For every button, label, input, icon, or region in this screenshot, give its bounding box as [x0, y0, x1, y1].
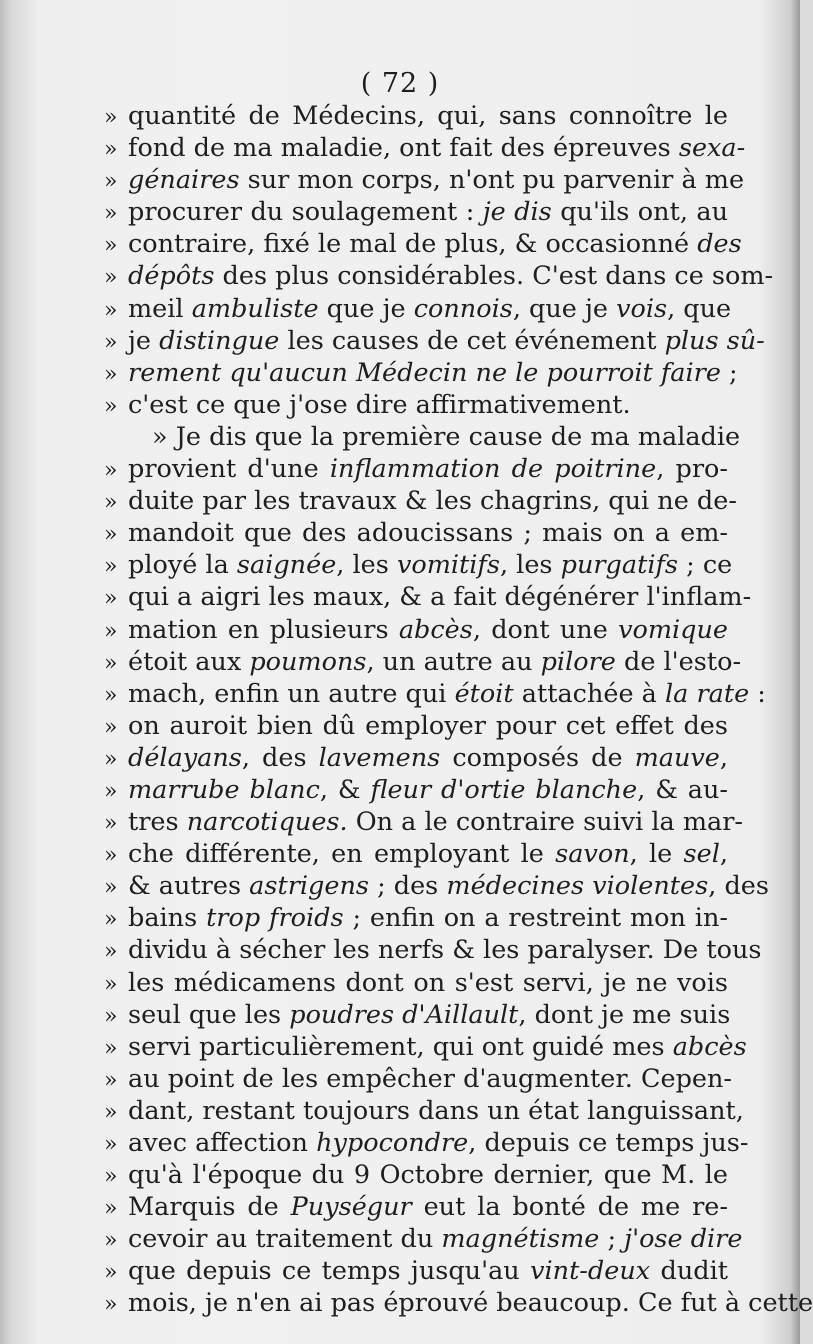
- quote-mark: »: [104, 682, 118, 708]
- line-text: [128, 1191, 728, 1223]
- text-line: [104, 614, 728, 646]
- text-segment: eut la bonté de me re-: [411, 1192, 728, 1223]
- italic-text: rement qu'aucun Médecin ne le pourroit faire: [128, 357, 721, 388]
- text-segment: , que je: [512, 293, 617, 324]
- text-segment: & autres: [128, 871, 250, 902]
- quote-mark: »: [104, 875, 118, 901]
- italic-text: inflammation de poitrine: [329, 454, 657, 485]
- line-text: [128, 999, 730, 1031]
- text-line: [104, 806, 744, 838]
- line-text: [128, 260, 773, 292]
- line-text: [128, 646, 741, 678]
- line-text: [128, 581, 751, 613]
- italic-text: magnétisme: [441, 1224, 600, 1255]
- italic-text: étoit: [454, 678, 514, 709]
- quote-mark: »: [104, 297, 118, 323]
- text-segment: dant, restant toujours dans un état languissant,: [128, 1095, 744, 1126]
- italic-text: ambuliste: [191, 293, 319, 324]
- quote-mark: »: [104, 618, 118, 644]
- text-segment: qu'ils ont, au: [551, 197, 728, 228]
- text-segment: » Je dis que la première cause de ma maladie: [152, 421, 741, 452]
- line-text: [128, 1287, 813, 1319]
- quote-mark: »: [104, 843, 118, 869]
- line-text: [128, 132, 745, 164]
- text-segment: provient d'une: [128, 454, 330, 485]
- text-line: [104, 485, 737, 517]
- text-segment: cevoir au traitement du: [128, 1224, 442, 1255]
- text-segment: dudit: [650, 1256, 728, 1287]
- line-text: [128, 421, 740, 453]
- text-segment: , les: [499, 550, 561, 581]
- line-text: [128, 678, 766, 710]
- quote-mark: »: [104, 939, 118, 965]
- text-segment: duite par les travaux & les chagrins, qui ne de-: [128, 486, 737, 517]
- text-line: [104, 453, 728, 485]
- quote-mark: »: [104, 907, 118, 933]
- italic-text: dépôts: [128, 261, 215, 292]
- text-segment: sur mon corps, n'ont pu parvenir à me: [239, 165, 745, 196]
- text-segment: que depuis ce temps jusqu'au: [128, 1256, 531, 1287]
- line-text: [128, 838, 728, 870]
- quote-mark: »: [104, 458, 118, 484]
- line-text: [128, 870, 769, 902]
- italic-text: plus sû-: [664, 325, 765, 356]
- quote-mark: »: [104, 1067, 118, 1093]
- line-text: [128, 164, 744, 196]
- quote-mark: »: [104, 1196, 118, 1222]
- text-line: [104, 646, 742, 678]
- line-text: [128, 100, 728, 132]
- italic-text: vomique: [618, 614, 728, 645]
- text-line: [104, 517, 728, 549]
- text-segment: seul que les: [128, 999, 290, 1030]
- text-line: [104, 549, 733, 581]
- quote-mark: »: [104, 811, 118, 837]
- text-segment: che différente, en employant le: [128, 839, 556, 870]
- italic-text: poumons: [249, 646, 367, 677]
- quote-mark: »: [104, 714, 118, 740]
- text-segment: ; ce: [678, 550, 733, 581]
- text-line: [104, 1127, 749, 1159]
- text-segment: , pro-: [656, 454, 728, 485]
- line-text: [128, 710, 728, 742]
- line-text: [128, 742, 728, 774]
- text-segment: procurer du soulagement :: [128, 197, 483, 228]
- quote-mark: »: [104, 137, 118, 163]
- italic-text: abcès: [672, 1031, 747, 1062]
- quote-mark: »: [104, 265, 118, 291]
- text-line: [104, 357, 738, 389]
- text-line: [104, 678, 766, 710]
- text-segment: , des: [241, 742, 319, 773]
- text-line: [104, 100, 728, 132]
- quote-mark: »: [104, 746, 118, 772]
- text-line: [104, 742, 728, 774]
- line-text: [128, 614, 728, 646]
- text-segment: ,: [719, 839, 728, 870]
- text-segment: servi particulièrement, qui ont guidé mes: [128, 1031, 673, 1062]
- text-line: [104, 1287, 813, 1319]
- text-segment: des plus considérables. C'est dans ce som-: [214, 261, 774, 292]
- text-segment: qui a aigri les maux, & a fait dégénérer l'inflam-: [128, 582, 752, 613]
- line-text: [128, 453, 728, 485]
- text-segment: ,: [719, 742, 729, 773]
- text-line: [104, 838, 728, 870]
- text-line: [104, 389, 728, 421]
- italic-text: sexa-: [678, 133, 746, 164]
- quote-mark: »: [104, 1292, 118, 1318]
- text-segment: on auroit bien dû employer pour cet effet des: [128, 710, 728, 741]
- italic-text: vomitifs: [396, 550, 500, 581]
- line-text: [128, 806, 743, 838]
- text-line: [104, 164, 745, 196]
- quote-mark: »: [104, 329, 118, 355]
- quote-mark: »: [104, 554, 118, 580]
- italic-text: je dis: [482, 197, 552, 228]
- italic-text: purgatifs: [560, 550, 679, 581]
- quote-mark: »: [104, 522, 118, 548]
- quote-mark: »: [104, 1099, 118, 1125]
- text-line: [104, 934, 762, 966]
- text-line: [104, 421, 741, 453]
- line-text: [128, 774, 728, 806]
- quote-mark: »: [104, 1003, 118, 1029]
- text-line: [104, 967, 728, 999]
- text-line: [104, 1255, 728, 1287]
- text-line: [104, 1063, 733, 1095]
- line-text: [128, 228, 742, 260]
- text-segment: , un autre au: [366, 646, 541, 677]
- text-line: [104, 774, 728, 806]
- text-line: [104, 710, 728, 742]
- italic-text: mauve: [634, 742, 720, 773]
- text-line: [104, 999, 731, 1031]
- text-segment: , les: [336, 550, 397, 581]
- quote-mark: »: [104, 105, 118, 130]
- text-segment: que je: [318, 293, 414, 324]
- text-segment: attachée à: [513, 678, 665, 709]
- text-line: [104, 260, 774, 292]
- text-segment: :: [749, 678, 766, 709]
- text-segment: meil: [128, 293, 192, 324]
- quote-mark: »: [104, 393, 118, 419]
- text-segment: au point de les empêcher d'augmenter. Cepen-: [128, 1063, 733, 1094]
- quote-mark: »: [104, 490, 118, 516]
- text-segment: On a le contraire suivi la mar-: [347, 807, 744, 838]
- italic-text: savon: [555, 839, 630, 870]
- line-text: [128, 1159, 728, 1191]
- text-segment: les médicamens dont on s'est servi, je ne vois: [128, 967, 728, 998]
- text-segment: ; enfin on a restreint mon in-: [343, 903, 729, 934]
- italic-text: médecines violentes: [446, 871, 709, 902]
- text-segment: mach, enfin un autre qui: [128, 678, 455, 709]
- text-segment: , que: [667, 293, 732, 324]
- text-line: [104, 1223, 743, 1255]
- line-text: [128, 1031, 747, 1063]
- line-text: [128, 517, 728, 549]
- text-line: [104, 1191, 728, 1223]
- text-segment: Marquis de: [128, 1192, 291, 1223]
- line-text: [128, 1127, 749, 1159]
- italic-text: fleur d'ortie blanche: [370, 774, 638, 805]
- page-number: ( 72 ): [360, 68, 440, 99]
- italic-text: vois: [616, 293, 668, 324]
- text-segment: ; des: [368, 871, 447, 902]
- text-line: [104, 902, 728, 934]
- italic-text: saignée: [236, 550, 337, 581]
- text-line: [104, 293, 732, 325]
- italic-text: lavemens: [318, 742, 441, 773]
- italic-text: narcotiques.: [186, 807, 348, 838]
- italic-text: vint-deux: [530, 1256, 651, 1287]
- italic-text: poudres d'Aillault: [289, 999, 519, 1030]
- quote-mark: »: [104, 1164, 118, 1190]
- italic-text: trop froids: [206, 903, 344, 934]
- text-segment: , depuis ce temps jus-: [468, 1128, 749, 1158]
- line-text: [128, 389, 728, 421]
- text-line: [104, 1031, 747, 1063]
- italic-text: la rate: [664, 678, 750, 709]
- text-segment: quantité de Médecins, qui, sans connoître le: [128, 101, 728, 131]
- line-text: [128, 485, 737, 517]
- line-text: [128, 1255, 728, 1287]
- quote-mark: »: [104, 1132, 118, 1157]
- text-segment: , le: [629, 839, 684, 870]
- italic-text: astrigens: [249, 871, 369, 902]
- line-text: [128, 549, 732, 581]
- text-line: [104, 1095, 744, 1127]
- line-text: [128, 1063, 732, 1095]
- line-text: [128, 1095, 744, 1127]
- line-text: [128, 902, 728, 934]
- quote-mark: »: [104, 650, 118, 676]
- text-segment: les causes de cet événement: [279, 325, 665, 356]
- italic-text: génaires: [128, 165, 240, 196]
- quote-mark: »: [104, 586, 118, 612]
- text-segment: ;: [720, 357, 738, 388]
- quote-mark: »: [104, 1260, 118, 1286]
- text-segment: , dont une: [472, 614, 619, 645]
- body-text: [104, 100, 813, 1320]
- text-segment: c'est ce que j'ose dire affirmativement.: [128, 389, 631, 420]
- italic-text: j'ose dire: [624, 1224, 743, 1255]
- text-line: [104, 1159, 728, 1191]
- text-segment: ;: [599, 1224, 625, 1255]
- quote-mark: »: [104, 201, 118, 227]
- quote-mark: »: [104, 233, 118, 259]
- line-text: [128, 357, 738, 389]
- italic-text: marrube blanc: [128, 774, 320, 805]
- text-segment: composés de: [440, 742, 635, 773]
- text-segment: mandoit que des adoucissans ; mais on a em-: [128, 518, 728, 549]
- line-text: [128, 967, 728, 999]
- italic-text: sel: [683, 839, 720, 870]
- line-text: [128, 293, 731, 325]
- quote-mark: »: [104, 1035, 118, 1061]
- line-text: [128, 325, 765, 357]
- italic-text: des: [697, 229, 742, 260]
- text-line: [104, 581, 752, 613]
- italic-text: connois: [413, 293, 513, 324]
- line-text: [128, 934, 762, 966]
- text-segment: , & au-: [637, 774, 729, 805]
- italic-text: Puységur: [290, 1192, 412, 1223]
- text-segment: dividu à sécher les nerfs & les paralyser. De tous: [128, 935, 762, 966]
- text-segment: ployé la: [128, 550, 237, 581]
- text-segment: , des: [708, 871, 769, 902]
- italic-text: hypocondre: [316, 1128, 469, 1158]
- text-segment: étoit aux: [128, 646, 250, 677]
- text-line: [104, 228, 742, 260]
- text-segment: , dont je me suis: [518, 999, 731, 1030]
- text-segment: bains: [128, 903, 207, 934]
- line-text: [128, 1223, 742, 1255]
- quote-mark: »: [104, 1228, 118, 1254]
- italic-text: distingue: [159, 325, 280, 356]
- quote-mark: »: [104, 778, 118, 804]
- text-segment: de l'esto-: [615, 646, 742, 677]
- text-line: [104, 870, 769, 902]
- italic-text: délayans: [128, 742, 242, 773]
- text-segment: qu'à l'époque du 9 Octobre dernier, que M. le: [128, 1160, 728, 1191]
- italic-text: pilore: [540, 646, 616, 677]
- text-segment: tres: [128, 807, 187, 838]
- line-text: [128, 196, 728, 228]
- text-line: [104, 196, 728, 228]
- quote-mark: »: [104, 971, 118, 997]
- text-segment: , &: [319, 774, 371, 805]
- italic-text: abcès: [398, 614, 473, 645]
- text-segment: je: [128, 325, 160, 356]
- text-segment: avec affection: [128, 1128, 317, 1158]
- text-segment: contraire, fixé le mal de plus, & occasionné: [128, 229, 698, 260]
- text-segment: mois, je n'en ai pas éprouvé beaucoup. Ce fut à cette: [128, 1288, 813, 1319]
- quote-mark: »: [104, 169, 118, 195]
- text-line: [104, 325, 765, 357]
- quote-mark: »: [104, 361, 118, 387]
- text-segment: mation en plusieurs: [128, 614, 399, 645]
- text-line: [104, 132, 746, 164]
- text-segment: fond de ma maladie, ont fait des épreuves: [128, 133, 679, 164]
